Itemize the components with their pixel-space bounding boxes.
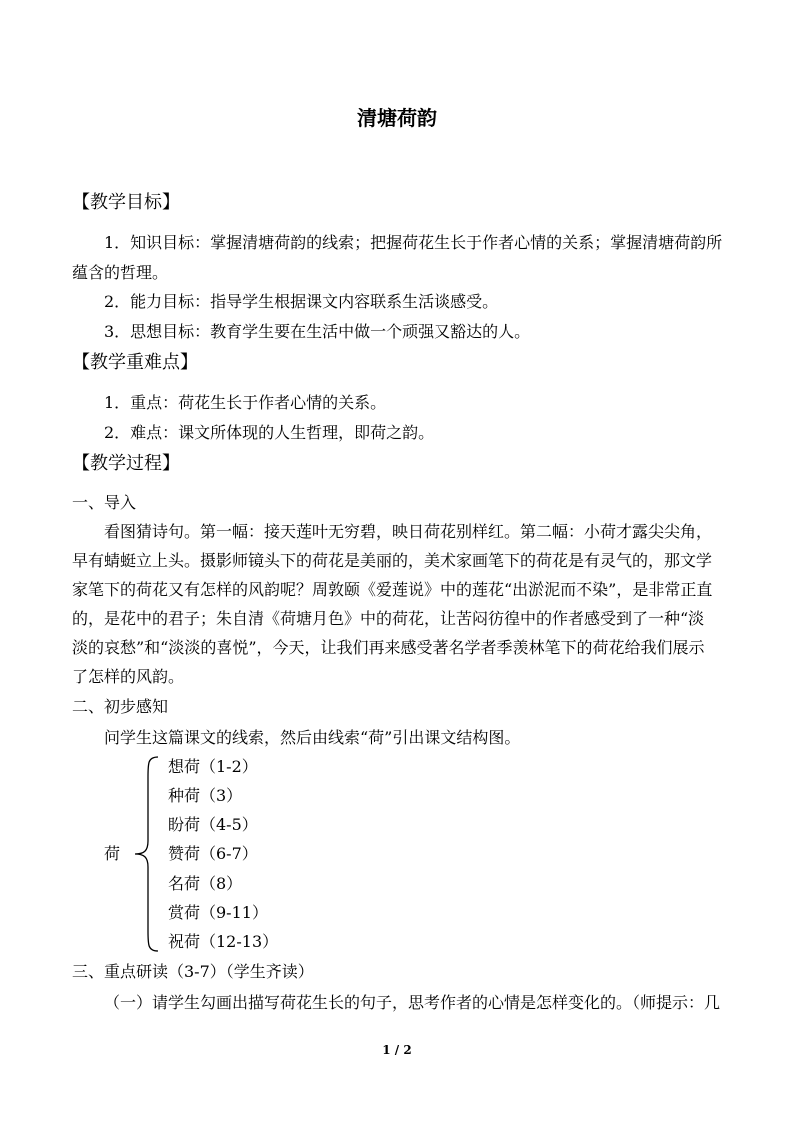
section-heading-keypoints: 【教学重难点】 [72,352,198,373]
structure-item: 赏荷（9-11） [168,903,268,922]
section-heading-objectives: 【教学目标】 [72,192,180,213]
objective-item-1-line-1: 1．知识目标：掌握清塘荷韵的线索；把握荷花生长于作者心情的关系；掌握清塘荷韵所 [104,233,723,252]
process-part-2-heading: 二、初步感知 [72,697,169,716]
structure-item: 赞荷（6-7） [168,844,258,863]
process-part-3-heading: 三、重点研读（3-7）（学生齐读） [72,962,314,981]
page-number: 1 / 2 [382,1043,412,1057]
intro-paragraph-line: 的，是花中的君子；朱自清《荷塘月色》中的荷花，让苦闷彷徨中的作者感受到了一种“淡 [72,609,705,628]
curly-brace-icon [131,755,161,953]
structure-root-label: 荷 [104,844,121,863]
structure-intro: 问学生这篇课文的线索，然后由线索“荷”引出课文结构图。 [104,728,521,747]
objective-item-3: 3．思想目标：教育学生要在生活中做一个顽强又豁达的人。 [104,322,531,341]
structure-item: 盼荷（4-5） [168,815,258,834]
objective-item-2: 2．能力目标：指导学生根据课文内容联系生活谈感受。 [104,292,499,311]
structure-item: 种荷（3） [168,786,243,805]
intro-paragraph-line: 了怎样的风韵。 [72,667,185,686]
structure-item: 想荷（1-2） [168,757,258,776]
intro-paragraph-line: 家笔下的荷花又有怎样的风韵呢？周敦颐《爱莲说》中的莲花“出淤泥而不染”，是非常正直 [72,580,713,599]
intro-paragraph-line: 看图猜诗句。第一幅：接天莲叶无穷碧，映日荷花别样红。第二幅：小荷才露尖尖角， [104,522,713,541]
part-3-paragraph-line: （一）请学生勾画出描写荷花生长的句子，思考作者的心情是怎样变化的。（师提示：几 [104,993,721,1012]
intro-paragraph-line: 淡的哀愁”和“淡淡的喜悦”，今天，让我们再来感受著名学者季羡林笔下的荷花给我们展示 [72,638,705,657]
document-title: 清塘荷韵 [357,106,437,130]
structure-item: 名荷（8） [168,874,243,893]
process-part-1-heading: 一、导入 [72,493,137,512]
section-heading-process: 【教学过程】 [72,453,180,474]
objective-item-1-line-2: 蕴含的哲理。 [72,263,169,282]
keypoint-item-1: 1．重点：荷花生长于作者心情的关系。 [104,393,387,412]
intro-paragraph-line: 早有蜻蜓立上头。摄影师镜头下的荷花是美丽的，美术家画笔下的荷花是有灵气的，那文学 [72,551,713,570]
structure-item: 祝荷（12-13） [168,932,279,951]
keypoint-item-2: 2．难点：课文所体现的人生哲理，即荷之韵。 [104,423,435,442]
